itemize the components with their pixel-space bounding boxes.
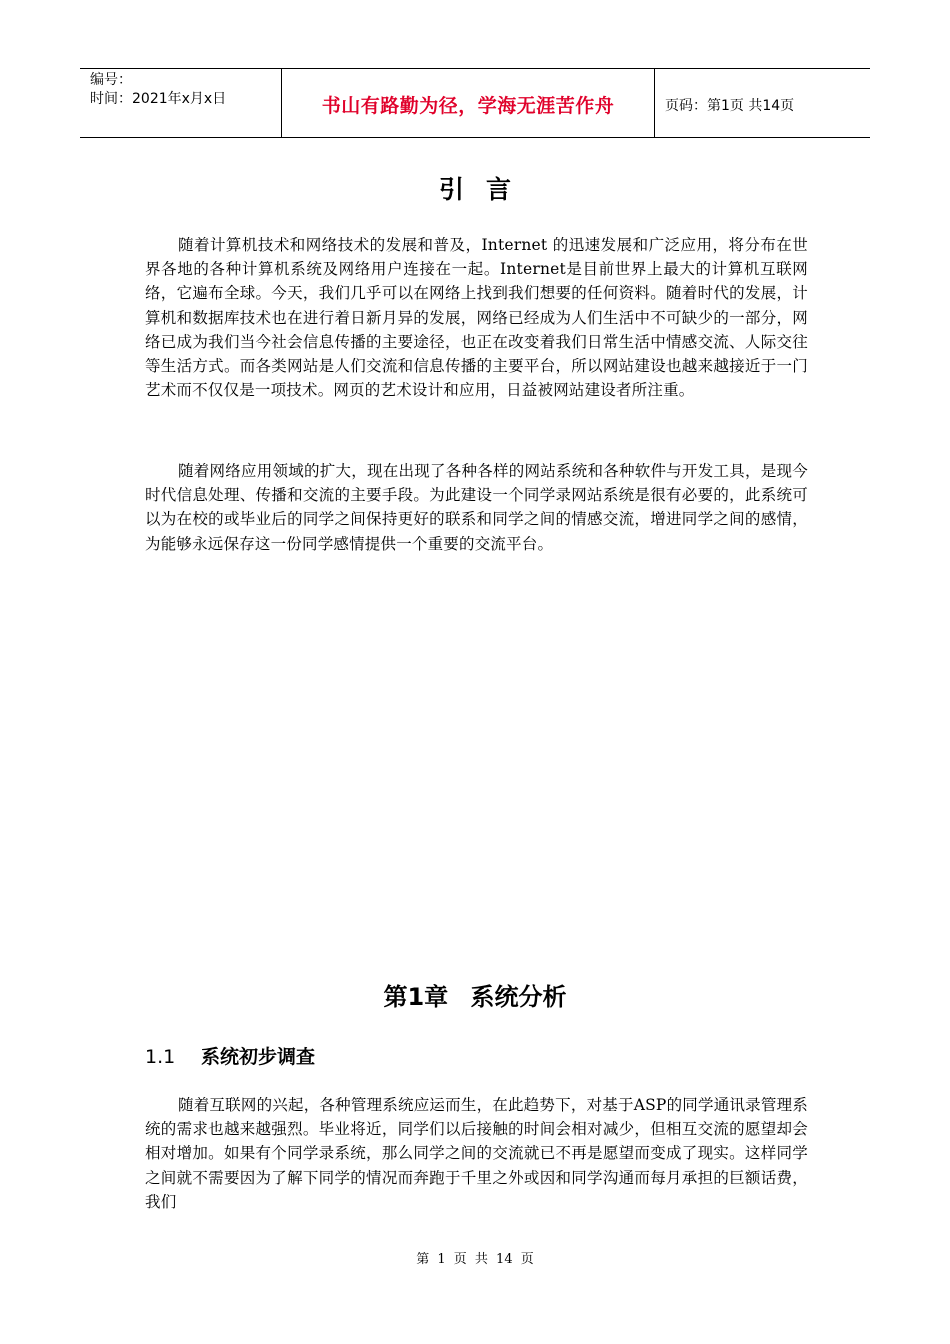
- section-heading: [145, 1042, 315, 1069]
- section-paragraph: 随着互联网的兴起，各种管理系统应运而生，在此趋势下，对基于ASP的同学通讯录管理系统的需求也越来越强烈。毕业将近，同学们以后接触的时间会相对减少，但相互交流的愿望却会相对增加。如果有个同学录系统，那么同学之间的交流就已不再是愿望而变成了现实。这样同学之间就不需要因为了解下同学的情况而奔跑于千里之外或因和同学沟通而每月承担的巨额话费，我们: [145, 1096, 808, 1211]
- header-motto-cell: [282, 69, 655, 137]
- page-info: 页码：第1页 共14页: [665, 98, 795, 114]
- intro-paragraph-1: 随着计算机技术和网络技术的发展和普及，Internet 的迅速发展和广泛应用，将分布在世界各地的各种计算机系统及网络用户连接在一起。Internet是目前世界上最大的计算机互联网络，它遍布全球。今天，我们几乎可以在网络上找到我们想要的任何资料。随着时代的发展，计算机和数据库技术也在进行着日新月异的发展，网络已经成为人们生活中不可缺少的一部分，网络已成为我们当今社会信息传播的主要途径，也正在改变着我们日常生活中情感交流、人际交往等生活方式。而各类网站是人们交流和信息传播的主要平台，所以网站建设也越来越接近于一门艺术而不仅仅是一项技术。网页的艺术设计和应用，日益被网站建设者所注重。: [145, 236, 808, 400]
- header-meta-cell: [80, 69, 282, 137]
- section-title: 系统初步调查: [201, 1046, 316, 1068]
- number-label: 编号：: [90, 72, 132, 88]
- header-page-cell: [655, 69, 870, 137]
- page-header: [80, 68, 870, 138]
- intro-title: 引言: [438, 175, 533, 204]
- motto: 书山有路勤为径，学海无涯苦作舟: [321, 95, 615, 117]
- intro-paragraph-2: 随着网络应用领域的扩大，现在出现了各种各样的网站系统和各种软件与开发工具，是现今时代信息处理、传播和交流的主要手段。为此建设一个同学录网站系统是很有必要的，此系统可以为在校的或毕业后的同学之间保持更好的联系和同学之间的情感交流，增进同学之间的感情，为能够永远保存这一份同学感情提供一个重要的交流平台。: [145, 462, 808, 553]
- page-footer: 第 1 页 共 14 页: [416, 1252, 534, 1267]
- date-label: 时间：2021年x月x日: [90, 91, 227, 107]
- chapter-title: 第1章 系统分析: [383, 983, 567, 1011]
- section-number: 1.1: [145, 1046, 176, 1068]
